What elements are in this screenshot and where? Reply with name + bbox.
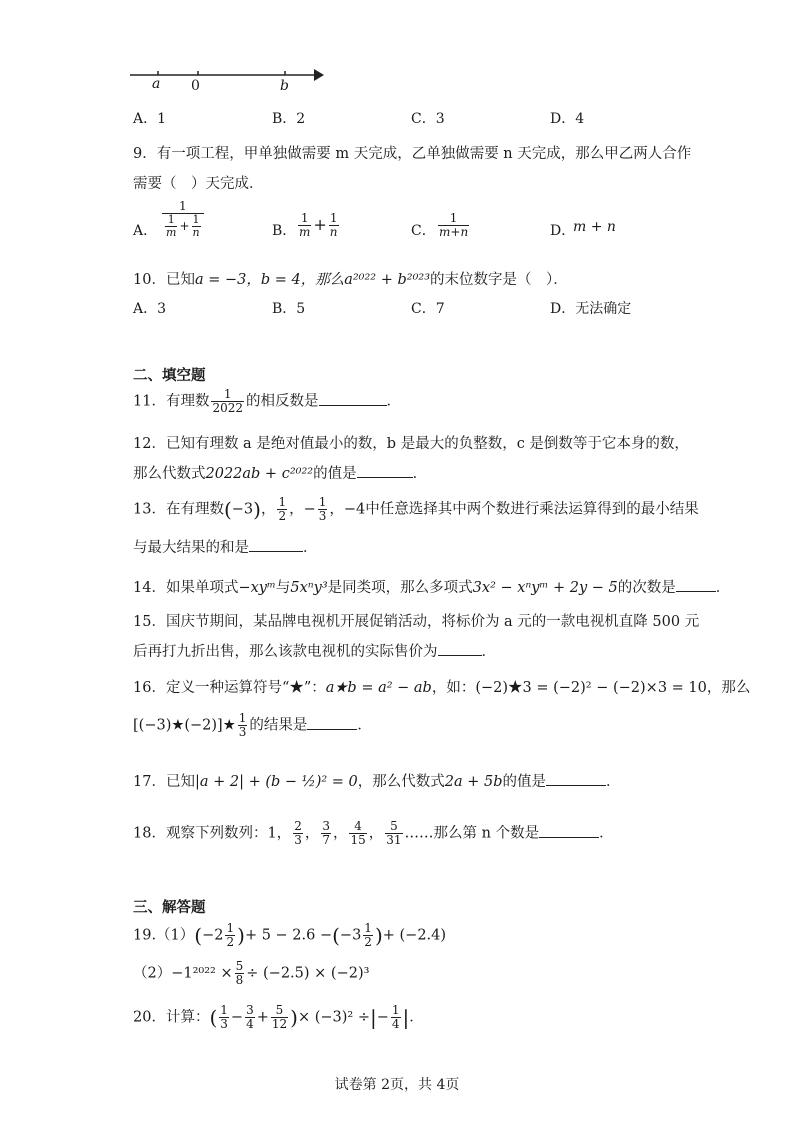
q19-expr1-end: + (−2.4)	[382, 927, 447, 944]
q18: 18．观察下列数列：1， $\frac{2}{3}$ ， $\frac{3}{7}$ ， $\frac{4}{15}$ ， $\frac{5}{31}$ ……那么第 n 个数是 ．	[133, 819, 614, 847]
section-solve-title: 三、解答题	[133, 900, 206, 916]
q9-option-b-label: B．	[272, 223, 297, 239]
q15-line2-text: 后再打九折出售，那么该款电视机的实际售价为	[133, 644, 438, 660]
q10-stem	[133, 268, 568, 289]
q20-tail: × (−3)² ÷	[297, 1009, 370, 1026]
q16-example: (−2)★3 = (−2)² − (−2)×3 = 10	[475, 680, 707, 696]
number-line-label-a: a	[152, 76, 161, 92]
q17-answer-blank[interactable]	[546, 771, 606, 786]
q11-prefix: 11．有理数	[133, 393, 210, 410]
q9-option-c-expr: $\frac{1}{m+n}$	[439, 211, 469, 239]
q9-line1: 9．有一项工程，甲单独做需要 m 天完成，乙单独做需要 n 天完成，那么甲乙两人合作	[133, 146, 692, 162]
q12-prefix: 那么代数式	[133, 466, 206, 482]
q14-monomial-2: 5xⁿy³	[290, 580, 328, 596]
q17-prefix: 17．已知	[133, 774, 195, 790]
q13-prefix: 13．在有理数	[133, 501, 224, 518]
q14-mid: 与	[275, 580, 291, 596]
q16-prefix: 16．定义一种运算符号“★”：	[133, 680, 326, 696]
q10-suffix: 的末位数字是（ ）．	[430, 272, 568, 288]
q8-option-a: A．1	[133, 111, 167, 127]
q17-mid: ，那么代数式	[357, 774, 445, 790]
q12-expr: 2022ab + c²⁰²²	[205, 466, 314, 482]
q14-monomial-1: −xyᵐ	[238, 580, 276, 596]
q15-line1: 15．国庆节期间，某品牌电视机开展促销活动，将标价为 a 元的一款电视机直降 500 元	[133, 614, 700, 630]
q17-suffix: 的值是	[502, 774, 547, 790]
q9-option-a-label: A．	[133, 223, 158, 239]
q11-suffix: 的相反数是	[246, 393, 319, 410]
q20: 20．计算：( $\frac{1}{3}$ − $\frac{3}{4}$ + $\frac{5}{12}$ )× (−3)² ÷|− $\frac{1}{4}$ |．	[133, 1003, 424, 1031]
page-footer: 试卷第 2页，共 4页	[334, 1077, 460, 1093]
q14-polynomial: 3x² − xⁿyᵐ + 2y − 5	[472, 580, 618, 596]
q19-label2: （2）	[133, 965, 172, 982]
number-line-label-b: b	[280, 78, 289, 94]
q14: 14．如果单项式−xyᵐ与5xⁿy³是同类项，那么多项式3x² − xⁿyᵐ + 2y − 5的次数是 ．	[133, 576, 730, 597]
q12-answer-blank[interactable]	[357, 463, 413, 478]
q17-condition: |a + 2| + (b − ½)² = 0	[194, 774, 358, 790]
q11-den: 2022	[212, 401, 243, 415]
q14-prefix: 14．如果单项式	[133, 580, 239, 596]
q19-label1: 19.（1）	[133, 927, 195, 944]
q16-mid: ，如：	[431, 680, 476, 696]
q18-ellipsis: ……那么第 n 个数是	[404, 825, 540, 842]
q14-answer-blank[interactable]	[676, 577, 716, 592]
q14-mid2: 是同类项，那么多项式	[327, 580, 473, 596]
q10-expr: a²⁰²² + b²⁰²³	[344, 272, 431, 288]
q9-option-d-expr: m + n	[573, 219, 616, 235]
q19-part1: 19.（1）(−2 $\frac{1}{2}$ )+ 5 − 2.6 −(−3 $\frac{1}{2}$ )+ (−2.4)	[133, 921, 447, 949]
q10-cond: a = −3，b = 4，那么	[194, 272, 345, 288]
q12-suffix: 的值是	[313, 466, 357, 482]
q14-suffix: 的次数是	[617, 580, 676, 596]
q10-option-d: D．无法确定	[550, 301, 632, 317]
q15-line2: 后再打九折出售，那么该款电视机的实际售价为 ．	[133, 640, 496, 661]
q13-line2: 与最大结果的和是 ．	[133, 536, 318, 557]
q11-answer-blank[interactable]	[319, 391, 387, 406]
q19-expr2-tail: ÷ (−2.5) × (−2)³	[246, 965, 370, 982]
q11: 11．有理数 $\frac{1}{2022}$ 的相反数是 ．	[133, 387, 401, 415]
q13-line2-text: 与最大结果的和是	[133, 540, 249, 556]
q17-expr: 2a + 5b	[444, 774, 503, 790]
q10-option-c: C．7	[411, 301, 445, 317]
q9-option-d-label: D．	[550, 223, 576, 239]
q8-option-b: B．2	[272, 111, 306, 127]
q15-answer-blank[interactable]	[438, 641, 482, 656]
q10-option-a: A．3	[133, 301, 167, 317]
q16-suffix: ，那么	[706, 680, 751, 696]
q9-line2: 需要（ ）天完成．	[133, 176, 264, 192]
q20-prefix: 20．计算：	[133, 1009, 210, 1026]
q12-line1: 12．已知有理数 a 是绝对值最小的数，b 是最大的负整数，c 是倒数等于它本身的数，	[133, 436, 689, 452]
q10-prefix: 10．已知	[133, 272, 195, 288]
q9-option-a-expr: 1 $\frac{1}{m}$ + $\frac{1}{n}$	[160, 200, 206, 239]
q9-option-b-expr: $\frac{1}{m}$ + $\frac{1}{n}$	[299, 211, 338, 239]
q16-line2-suffix: 的结果是	[249, 717, 308, 734]
q19-part2: （2）−1²⁰²² × $\frac{5}{8}$ ÷ (−2.5) × (−2)³	[133, 959, 370, 987]
q10-option-b: B．5	[272, 301, 306, 317]
q11-num: 1	[223, 387, 232, 401]
section-fill-in-title: 二、填空题	[133, 368, 206, 384]
q16-line2-expr: [(−3)★(−2)]★	[133, 717, 236, 734]
q16-line1	[133, 676, 750, 697]
q12-line2: 那么代数式2022ab + c²⁰²²的值是 ．	[133, 462, 427, 483]
q16-answer-blank[interactable]	[307, 715, 357, 730]
q19-expr2: −1²⁰²² ×	[171, 965, 233, 982]
q8-option-d: D．4	[550, 111, 585, 127]
q13-answer-blank[interactable]	[249, 537, 303, 552]
q16-definition: a★b = a² − ab	[325, 680, 432, 696]
q8-option-c: C．3	[411, 111, 445, 127]
number-line-label-zero: 0	[191, 78, 200, 94]
q16-line2: [(−3)★(−2)]★ $\frac{1}{3}$ 的结果是 ．	[133, 711, 372, 739]
q18-answer-blank[interactable]	[539, 823, 599, 838]
q13-suffix: 中任意选择其中两个数进行乘法运算得到的最小结果	[365, 501, 699, 518]
q17: 17．已知|a + 2| + (b − ½)² = 0，那么代数式2a + 5b的值是 ．	[133, 770, 621, 791]
q13-line1: 13．在有理数(−3)， $\frac{1}{2}$ ，− $\frac{1}{3}$ ，−4中任意选择其中两个数进行乘法运算得到的最小结果	[133, 495, 699, 523]
q19-expr1-tail: + 5 − 2.6 −	[244, 927, 333, 944]
q18-prefix: 18．观察下列数列：1，	[133, 825, 292, 842]
q9-option-c-label: C．	[411, 223, 436, 239]
